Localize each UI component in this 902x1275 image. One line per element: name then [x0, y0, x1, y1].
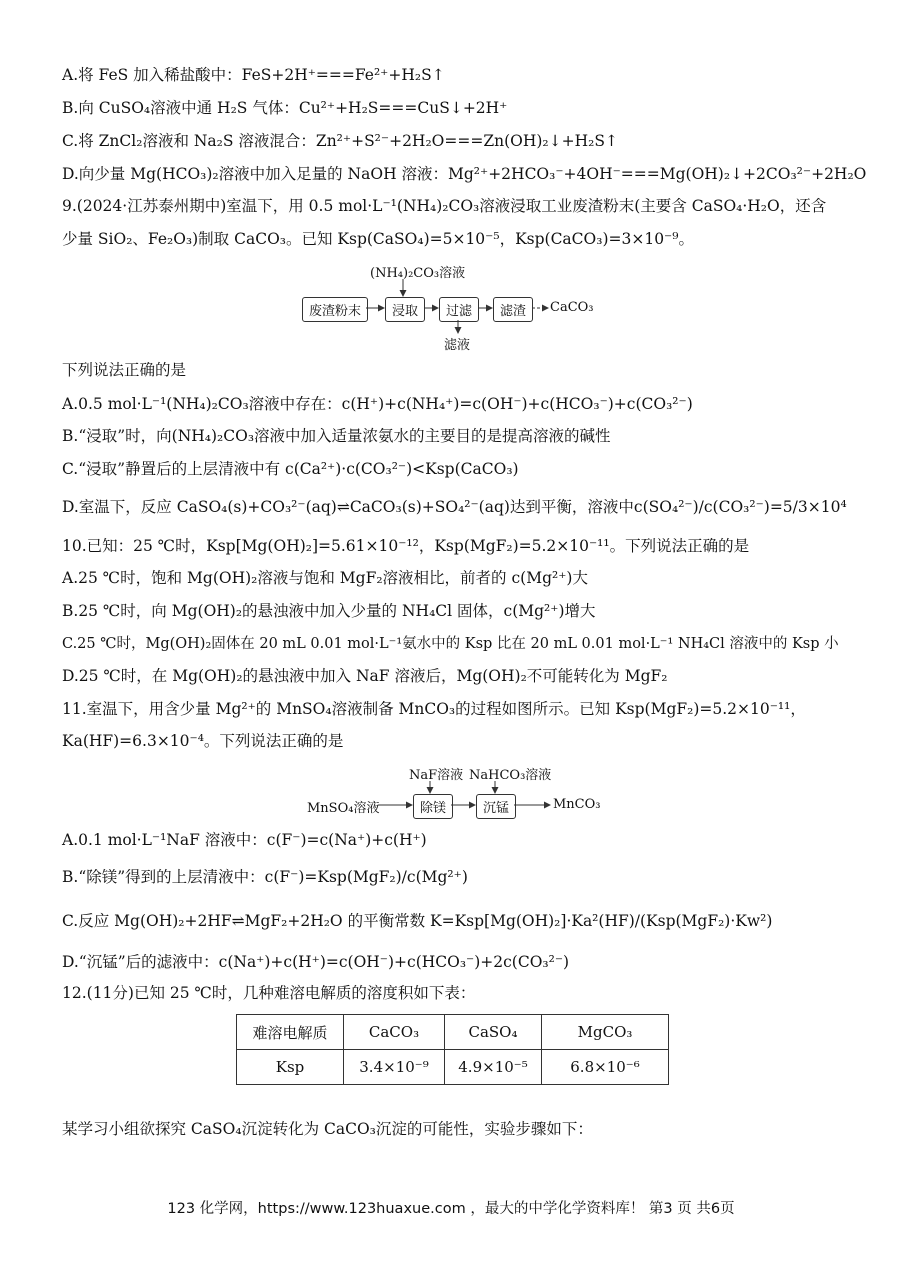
q11-stem-line2: Ka(HF)=6.3×10⁻⁴。下列说法正确的是 [62, 732, 344, 750]
q10-option-c: C.25 ℃时，Mg(OH)₂固体在 20 mL 0.01 mol·L⁻¹氨水中的 Ksp 比在 20 mL 0.01 mol·L⁻¹ NH₄Cl 溶液中的 Ksp 小 [62, 636, 839, 652]
table-row [237, 1050, 669, 1085]
q8-option-a: A.将 FeS 加入稀盐酸中：FeS+2H⁺===Fe²⁺+H₂S↑ [62, 66, 445, 84]
flow9-step-waste-powder: 废渣粉末 [302, 297, 368, 322]
q12-after-table: 某学习小组欲探究 CaSO₄沉淀转化为 CaCO₃沉淀的可能性，实验步骤如下： [62, 1120, 593, 1138]
q9-ask: 下列说法正确的是 [62, 361, 187, 379]
table-header-cell: 难溶电解质 [237, 1015, 344, 1050]
q9-option-c: C.“浸取”静置后的上层清液中有 c(Ca²⁺)·c(CO₃²⁻)<Ksp(CaCO₃) [62, 460, 519, 478]
q11-stem-line1: 11.室温下，用含少量 Mg²⁺的 MnSO₄溶液制备 MnCO₃的过程如图所示。已知 Ksp(MgF₂)=5.2×10⁻¹¹， [62, 700, 806, 718]
flow9-filtrate: 滤液 [444, 338, 471, 353]
flow11-reagent-naf: NaF溶液 [409, 768, 464, 783]
q8-option-d: D.向少量 Mg(HCO₃)₂溶液中加入足量的 NaOH 溶液：Mg²⁺+2HCO₃⁻+4OH⁻===Mg(OH)₂↓+2CO₃²⁻+2H₂O [62, 165, 867, 183]
flow11-step-precip-mn: 沉锰 [476, 794, 516, 819]
q10-option-d: D.25 ℃时，在 Mg(OH)₂的悬浊液中加入 NaF 溶液后，Mg(OH)₂不可能转化为 MgF₂ [62, 667, 668, 685]
table-cell: 6.8×10⁻⁶ [542, 1050, 669, 1085]
q8-option-b: B.向 CuSO₄溶液中通 H₂S 气体：Cu²⁺+H₂S===CuS↓+2H⁺ [62, 99, 508, 117]
q9-stem-line2: 少量 SiO₂、Fe₂O₃)制取 CaCO₃。已知 Ksp(CaSO₄)=5×10⁻⁵，Ksp(CaCO₃)=3×10⁻⁹。 [62, 230, 694, 248]
q11-option-b: B.“除镁”得到的上层清液中：c(F⁻)=Ksp(MgF₂)/c(Mg²⁺) [62, 868, 468, 886]
table-cell: 4.9×10⁻⁵ [445, 1050, 542, 1085]
table-cell: Ksp [237, 1050, 344, 1085]
ksp-table [236, 1014, 669, 1085]
flow11-reagent-nahco3: NaHCO₃溶液 [469, 768, 552, 783]
flow9-step-leach: 浸取 [385, 297, 425, 322]
q10-option-a: A.25 ℃时，饱和 Mg(OH)₂溶液与饱和 MgF₂溶液相比，前者的 c(Mg²⁺)大 [62, 569, 588, 587]
flow11-product: MnCO₃ [553, 797, 601, 812]
q9-option-a: A.0.5 mol·L⁻¹(NH₄)₂CO₃溶液中存在：c(H⁺)+c(NH₄⁺)=c(OH⁻)+c(HCO₃⁻)+c(CO₃²⁻) [62, 395, 693, 413]
q11-option-c: C.反应 Mg(OH)₂+2HF⇌MgF₂+2H₂O 的平衡常数 K=Ksp[Mg(OH)₂]·Ka²(HF)/(Ksp(MgF₂)·Kw²) [62, 912, 773, 930]
q9-option-d: D.室温下，反应 CaSO₄(s)+CO₃²⁻(aq)⇌CaCO₃(s)+SO₄²⁻(aq)达到平衡，溶液中c(SO₄²⁻)/c(CO₃²⁻)=5/3×10⁴ [62, 498, 847, 516]
q12-stem: 12.(11分)已知 25 ℃时，几种难溶电解质的溶度积如下表： [62, 984, 476, 1002]
q11-option-a: A.0.1 mol·L⁻¹NaF 溶液中：c(F⁻)=c(Na⁺)+c(H⁺) [62, 831, 427, 849]
flow11-start: MnSO₄溶液 [307, 801, 380, 816]
q11-option-d: D.“沉锰”后的滤液中：c(Na⁺)+c(H⁺)=c(OH⁻)+c(HCO₃⁻)+2c(CO₃²⁻) [62, 953, 570, 971]
table-header-row [237, 1015, 669, 1050]
q10-stem: 10.已知：25 ℃时，Ksp[Mg(OH)₂]=5.61×10⁻¹²，Ksp(MgF₂)=5.2×10⁻¹¹。下列说法正确的是 [62, 537, 750, 555]
table-header-cell: MgCO₃ [542, 1015, 669, 1050]
flow9-step-residue: 滤渣 [493, 297, 533, 322]
q9-option-b: B.“浸取”时，向(NH₄)₂CO₃溶液中加入适量浓氨水的主要目的是提高溶液的碱性 [62, 427, 611, 445]
q8-option-c: C.将 ZnCl₂溶液和 Na₂S 溶液混合：Zn²⁺+S²⁻+2H₂O===Zn(OH)₂↓+H₂S↑ [62, 132, 618, 150]
flow9-product: CaCO₃ [550, 300, 594, 315]
table-cell: 3.4×10⁻⁹ [344, 1050, 445, 1085]
q10-option-b: B.25 ℃时，向 Mg(OH)₂的悬浊液中加入少量的 NH₄Cl 固体，c(Mg²⁺)增大 [62, 602, 596, 620]
table-header-cell: CaSO₄ [445, 1015, 542, 1050]
table-header-cell: CaCO₃ [344, 1015, 445, 1050]
flow9-step-filter: 过滤 [439, 297, 479, 322]
page-footer: 123 化学网，https://www.123huaxue.com ，最大的中学化学资料库！ 第3 页 共6页 [167, 1201, 735, 1217]
q9-stem-line1: 9.(2024·江苏泰州期中)室温下，用 0.5 mol·L⁻¹(NH₄)₂CO₃溶液浸取工业废渣粉末(主要含 CaSO₄·H₂O，还含 [62, 197, 827, 215]
flow9-reagent: (NH₄)₂CO₃溶液 [370, 266, 466, 281]
flow11-step-remove-mg: 除镁 [413, 794, 453, 819]
